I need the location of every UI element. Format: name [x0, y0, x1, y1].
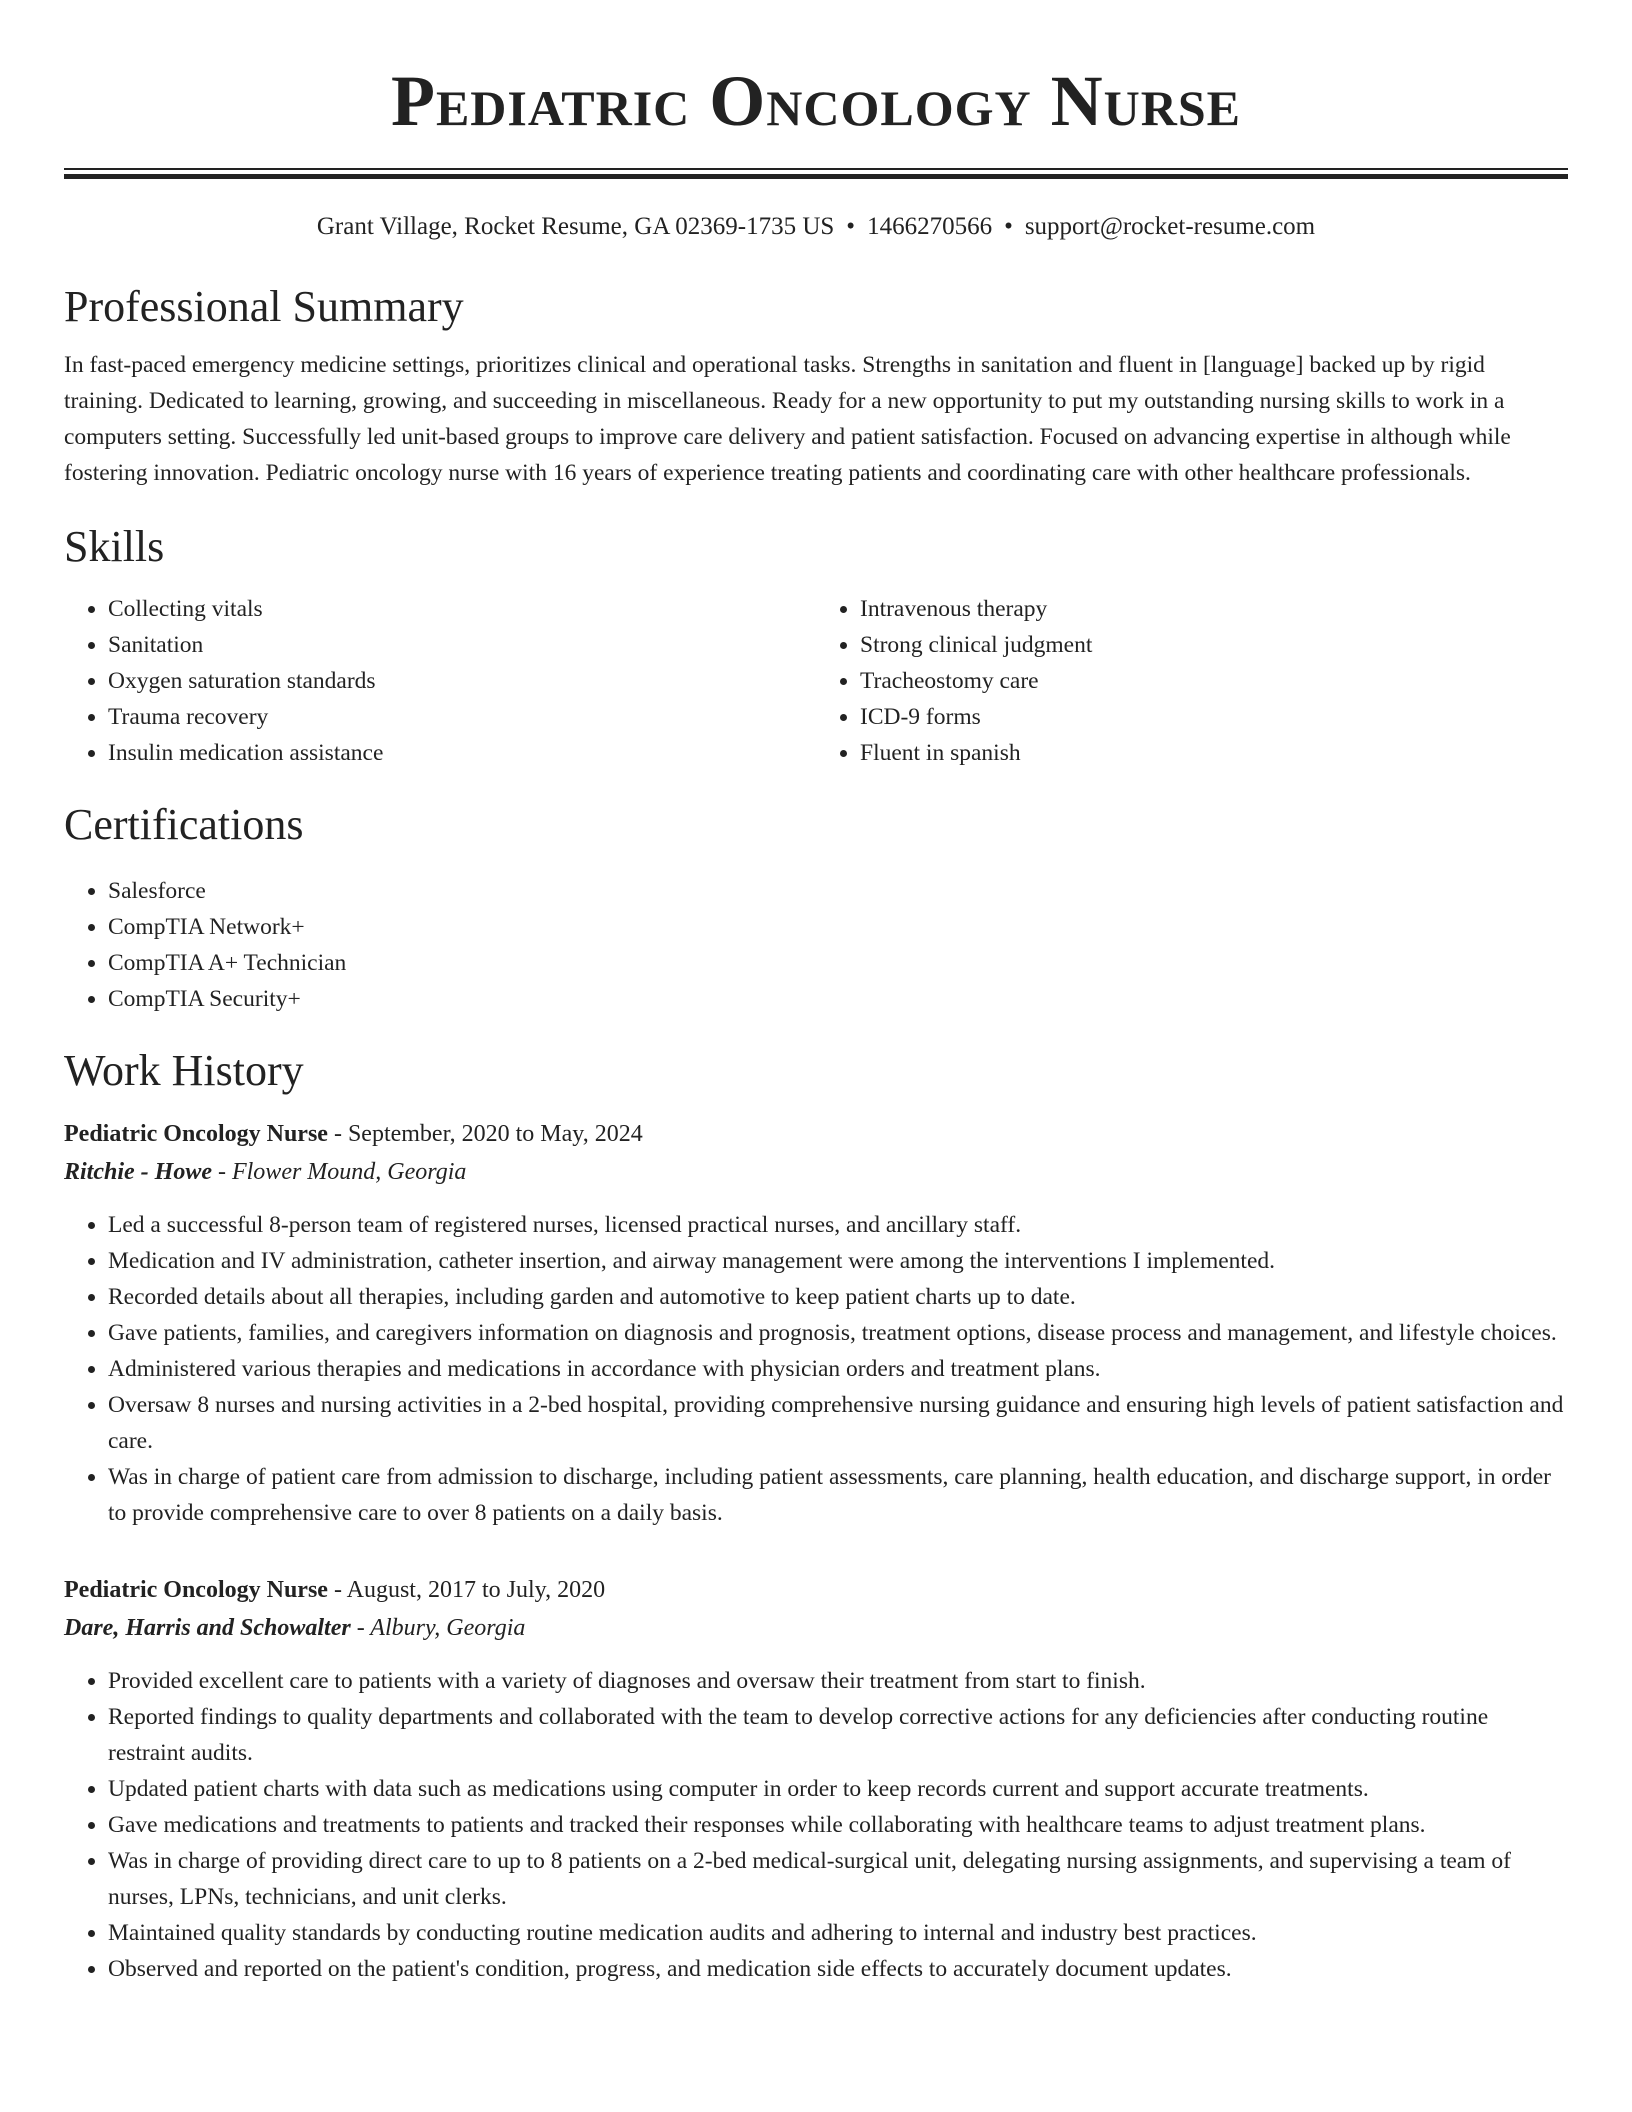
- contact-email: support@rocket-resume.com: [1024, 213, 1316, 240]
- job-duty: • Was in charge of patient care from admission to discharge, including patient assessments, care planning, health education, and discharge support, in order to provide comprehensive care to over 8 patients on a daily basis.: [108, 1459, 1568, 1531]
- skills-heading: Skills: [64, 522, 165, 571]
- job-company: Ritchie - Howe: [64, 1159, 212, 1185]
- job-duties-list: [64, 1663, 1568, 1987]
- skill-item: • Sanitation: [108, 627, 816, 663]
- job-dates: - September, 2020 to May, 2024: [327, 1121, 643, 1147]
- job-entry: [64, 1571, 1568, 1987]
- skill-item: • ICD-9 forms: [860, 699, 1568, 735]
- header-divider: [64, 168, 1568, 179]
- certifications-list: [64, 873, 1568, 1017]
- job-duty: • Provided excellent care to patients with a variety of diagnoses and oversaw their treatment from start to finish.: [108, 1663, 1568, 1699]
- skills-list-right: [816, 591, 1568, 771]
- job-company-line: [64, 1153, 1568, 1191]
- certification-item: • CompTIA Network+: [108, 909, 1568, 945]
- contact-address: Grant Village, Rocket Resume, GA 02369-1735 US: [316, 213, 835, 240]
- job-duty: • Gave patients, families, and caregivers information on diagnosis and prognosis, treatment options, disease process and management, and lifestyle choices.: [108, 1315, 1568, 1351]
- job-duty: • Maintained quality standards by conducting routine medication audits and adhering to internal and industry best practices.: [108, 1915, 1568, 1951]
- resume-name: Pediatric Oncology Nurse: [390, 61, 1242, 141]
- certification-item: • CompTIA A+ Technician: [108, 945, 1568, 981]
- skill-item: • Trauma recovery: [108, 699, 816, 735]
- certification-item: • CompTIA Security+: [108, 981, 1568, 1017]
- job-title-line: [64, 1115, 1568, 1153]
- skill-item: • Tracheostomy care: [860, 663, 1568, 699]
- summary-heading: Professional Summary: [64, 282, 464, 331]
- summary-text: In fast-paced emergency medicine settings, prioritizes clinical and operational tasks. Strengths in sanitation and fluent in [language] backed up by rigid training. Dedicated to learning, growing, and succeeding in miscellaneous. Ready for a new opportunity to put my outstanding nursing skills to work in a computers setting. Successfully led unit-based groups to improve care delivery and patient satisfaction. Focused on advancing expertise in although while fostering innovation. Pediatric oncology nurse with 16 years of experience treating patients and coordinating care with other healthcare professionals.: [64, 352, 1511, 486]
- job-duty: • Led a successful 8-person team of registered nurses, licensed practical nurses, and ancillary staff.: [108, 1207, 1568, 1243]
- skill-item: • Insulin medication assistance: [108, 735, 816, 771]
- contact-line: [64, 209, 1568, 245]
- job-location: - Albury, Georgia: [350, 1615, 526, 1641]
- job-duty: • Oversaw 8 nurses and nursing activities in a 2-bed hospital, providing comprehensive nursing guidance and ensuring high levels of patient satisfaction and care.: [108, 1387, 1568, 1459]
- skill-item: • Collecting vitals: [108, 591, 816, 627]
- skill-item: • Oxygen saturation standards: [108, 663, 816, 699]
- job-duty: • Medication and IV administration, catheter insertion, and airway management were among the interventions I implemented.: [108, 1243, 1568, 1279]
- job-company: Dare, Harris and Schowalter: [64, 1615, 351, 1641]
- job-company-line: [64, 1609, 1568, 1647]
- job-duty: • Recorded details about all therapies, including garden and automotive to keep patient charts up to date.: [108, 1279, 1568, 1315]
- contact-separator: •: [846, 213, 856, 240]
- job-role: Pediatric Oncology Nurse: [64, 1121, 328, 1147]
- skills-list-left: [64, 591, 816, 771]
- skill-item: • Intravenous therapy: [860, 591, 1568, 627]
- job-duties-list: [64, 1207, 1568, 1531]
- job-duty: • Observed and reported on the patient's condition, progress, and medication side effects to accurately document updates.: [108, 1951, 1568, 1987]
- certifications-heading: Certifications: [64, 800, 304, 849]
- skills-grid: [64, 591, 1568, 771]
- contact-separator: •: [1004, 213, 1013, 240]
- job-entry: [64, 1115, 1568, 1531]
- job-duty: • Updated patient charts with data such as medications using computer in order to keep records current and support accurate treatments.: [108, 1771, 1568, 1807]
- job-location: - Flower Mound, Georgia: [211, 1159, 467, 1185]
- job-duty: • Gave medications and treatments to patients and tracked their responses while collaborating with healthcare teams to adjust treatment plans.: [108, 1807, 1568, 1843]
- job-role: Pediatric Oncology Nurse: [64, 1577, 328, 1603]
- job-duty: • Was in charge of providing direct care to up to 8 patients on a 2-bed medical-surgical unit, delegating nursing assignments, and supervising a team of nurses, LPNs, technicians, and unit clerks.: [108, 1843, 1568, 1915]
- contact-phone: 1466270566: [867, 213, 993, 240]
- skill-item: • Fluent in spanish: [860, 735, 1568, 771]
- resume-page: [64, 0, 1568, 1987]
- certification-item: • Salesforce: [108, 873, 1568, 909]
- work-history-heading: Work History: [64, 1046, 304, 1095]
- job-title-line: [64, 1571, 1568, 1609]
- job-duty: • Administered various therapies and medications in accordance with physician orders and treatment plans.: [108, 1351, 1568, 1387]
- skill-item: • Strong clinical judgment: [860, 627, 1568, 663]
- job-duty: • Reported findings to quality departments and collaborated with the team to develop corrective actions for any deficiencies after conducting routine restraint audits.: [108, 1699, 1568, 1771]
- job-dates: - August, 2017 to July, 2020: [327, 1577, 606, 1603]
